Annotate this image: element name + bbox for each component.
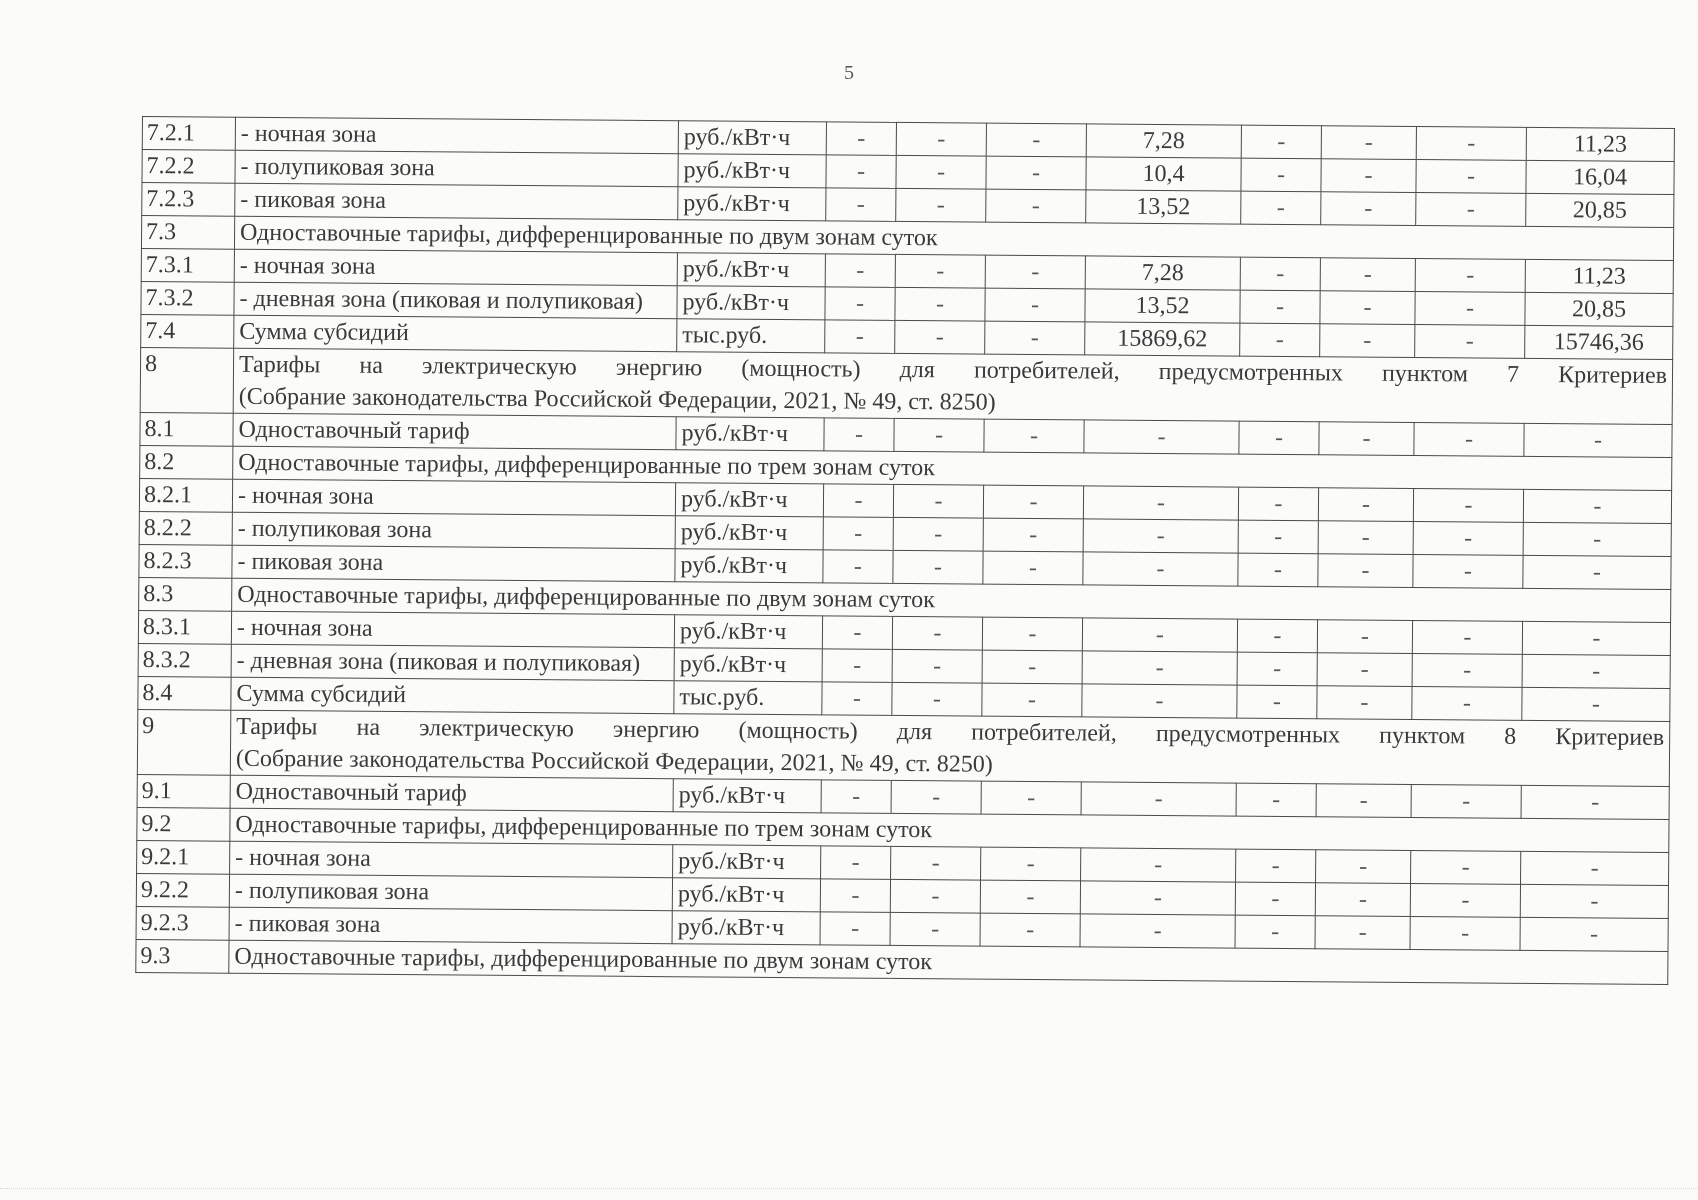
value-cell: - xyxy=(1241,125,1321,159)
value-cell: - xyxy=(890,912,980,946)
value-cell: - xyxy=(985,288,1085,322)
value-cell: - xyxy=(890,879,980,913)
value-cell: - xyxy=(982,683,1082,717)
value-cell: - xyxy=(981,781,1081,815)
value-cell: - xyxy=(983,551,1083,585)
value-cell: - xyxy=(891,780,981,814)
value-cell: - xyxy=(821,846,891,880)
value-cell: - xyxy=(1237,652,1317,686)
table-row xyxy=(140,347,1672,424)
value-cell: - xyxy=(824,418,894,452)
value-cell: - xyxy=(1239,421,1319,455)
value-cell: - xyxy=(1413,554,1523,588)
group-heading-line2: (Собрание законодательства Российской Федерации, 2021, № 49, ст. 8250) xyxy=(238,383,996,416)
row-unit: руб./кВт·ч xyxy=(676,417,824,451)
value-cell: - xyxy=(820,879,890,913)
value-cell: - xyxy=(1236,783,1316,817)
row-number: 8.3.2 xyxy=(138,643,231,677)
value-cell: 7,28 xyxy=(1086,124,1241,158)
row-unit: руб./кВт·ч xyxy=(678,154,826,188)
value-cell: - xyxy=(1083,486,1238,520)
row-unit: руб./кВт·ч xyxy=(678,187,826,221)
row-number: 7.3 xyxy=(141,216,234,250)
row-name: - пиковая зона xyxy=(229,907,672,943)
value-cell: - xyxy=(1240,257,1320,291)
value-cell: 11,23 xyxy=(1525,259,1673,293)
scan-edge xyxy=(0,1188,1698,1190)
row-unit: руб./кВт·ч xyxy=(675,483,823,517)
value-cell: - xyxy=(1241,158,1321,192)
value-cell: - xyxy=(1315,916,1410,950)
value-cell: - xyxy=(1413,488,1523,522)
value-cell: - xyxy=(895,320,985,354)
value-cell: - xyxy=(986,189,1086,223)
value-cell: - xyxy=(825,287,895,321)
table-row xyxy=(137,709,1669,786)
value-cell: - xyxy=(1318,521,1413,555)
value-cell: 16,04 xyxy=(1526,160,1674,194)
row-number: 8.2.3 xyxy=(139,544,232,578)
tariff-table xyxy=(135,116,1675,985)
value-cell: - xyxy=(986,156,1086,190)
row-number: 9 xyxy=(137,709,231,775)
value-cell: - xyxy=(826,122,896,156)
row-number: 8.2.1 xyxy=(139,478,232,512)
row-unit: руб./кВт·ч xyxy=(674,615,822,649)
section-title: Одноставочные тарифы, дифференцированные по трем зонам суток xyxy=(233,446,1672,490)
row-unit: руб./кВт·ч xyxy=(673,845,821,879)
section-title: Одноставочные тарифы, дифференцированные по двум зонам суток xyxy=(234,216,1673,260)
value-cell: - xyxy=(1415,325,1525,359)
row-number: 7.2.2 xyxy=(142,150,235,184)
value-cell: - xyxy=(826,155,896,189)
value-cell: - xyxy=(895,287,985,321)
value-cell: - xyxy=(985,321,1085,355)
group-heading xyxy=(233,348,1672,424)
value-cell: - xyxy=(1320,291,1415,325)
value-cell: - xyxy=(896,155,986,189)
value-cell: - xyxy=(1241,191,1321,225)
value-cell: - xyxy=(1412,620,1522,654)
value-cell: - xyxy=(1235,882,1315,916)
value-cell: 13,52 xyxy=(1085,289,1240,323)
table-body xyxy=(136,117,1675,985)
value-cell: - xyxy=(1416,160,1526,194)
value-cell: - xyxy=(1082,684,1237,718)
value-cell: - xyxy=(892,649,982,683)
value-cell: - xyxy=(983,518,1083,552)
value-cell: - xyxy=(823,550,893,584)
value-cell: - xyxy=(1412,686,1522,720)
row-unit: руб./кВт·ч xyxy=(675,549,823,583)
row-name: Одноставочный тариф xyxy=(230,775,673,811)
value-cell: 15746,36 xyxy=(1525,325,1673,359)
value-cell: - xyxy=(1083,552,1238,586)
value-cell: 11,23 xyxy=(1526,127,1674,161)
value-cell: - xyxy=(1523,489,1671,523)
value-cell: - xyxy=(1081,848,1236,882)
value-cell: - xyxy=(892,682,982,716)
value-cell: - xyxy=(1240,323,1320,357)
row-unit: руб./кВт·ч xyxy=(677,286,825,320)
row-name: Сумма субсидий xyxy=(234,315,677,351)
value-cell: - xyxy=(893,517,983,551)
value-cell: - xyxy=(825,320,895,354)
value-cell: - xyxy=(822,649,892,683)
row-name: - ночная зона xyxy=(230,841,673,877)
value-cell: - xyxy=(1522,654,1670,688)
row-unit: руб./кВт·ч xyxy=(675,516,823,550)
value-cell: - xyxy=(895,254,985,288)
value-cell: - xyxy=(1321,159,1416,193)
value-cell: 20,85 xyxy=(1526,193,1674,227)
row-number: 7.4 xyxy=(141,314,234,348)
group-heading xyxy=(230,710,1669,786)
value-cell: - xyxy=(826,188,896,222)
row-name: - полупиковая зона xyxy=(235,150,678,186)
value-cell: - xyxy=(986,123,1086,157)
value-cell: - xyxy=(980,913,1080,947)
group-heading-line1: Тарифы на электрическую энергию (мощность) для потребителей, предусмотренных пунктом 7 Критериев xyxy=(238,351,1668,389)
value-cell: - xyxy=(822,616,892,650)
value-cell: - xyxy=(822,682,892,716)
row-number: 8.3 xyxy=(139,577,232,611)
value-cell: - xyxy=(1416,193,1526,227)
row-name: Сумма субсидий xyxy=(231,677,674,713)
value-cell: - xyxy=(1084,420,1239,454)
value-cell: - xyxy=(1238,520,1318,554)
row-number: 8.4 xyxy=(138,676,231,710)
value-cell: - xyxy=(1316,850,1411,884)
row-unit: руб./кВт·ч xyxy=(678,121,826,155)
row-name: Одноставочный тариф xyxy=(233,413,676,449)
value-cell: - xyxy=(1080,914,1235,948)
row-number: 9.3 xyxy=(136,939,229,973)
value-cell: 7,28 xyxy=(1085,256,1240,290)
value-cell: 20,85 xyxy=(1525,292,1673,326)
value-cell: - xyxy=(894,418,984,452)
value-cell: 13,52 xyxy=(1086,190,1241,224)
row-unit: руб./кВт·ч xyxy=(672,911,820,945)
row-number: 9.2.1 xyxy=(137,840,230,874)
row-number: 9.2.3 xyxy=(136,906,229,940)
value-cell: - xyxy=(1236,849,1316,883)
page-number: 5 xyxy=(844,62,854,84)
value-cell: - xyxy=(1321,192,1416,226)
value-cell: - xyxy=(1235,915,1315,949)
value-cell: - xyxy=(1318,554,1413,588)
value-cell: - xyxy=(891,846,981,880)
value-cell: - xyxy=(1413,521,1523,555)
row-name: - дневная зона (пиковая и полупиковая) xyxy=(234,282,677,318)
value-cell: - xyxy=(893,484,983,518)
section-title: Одноставочные тарифы, дифференцированные по трем зонам суток xyxy=(230,808,1669,852)
row-number: 9.1 xyxy=(137,774,230,808)
value-cell: - xyxy=(1411,850,1521,884)
value-cell: - xyxy=(1522,621,1670,655)
value-cell: - xyxy=(985,255,1085,289)
row-name: - ночная зона xyxy=(232,479,675,515)
row-name: - дневная зона (пиковая и полупиковая) xyxy=(231,644,674,680)
row-name: - пиковая зона xyxy=(232,545,675,581)
value-cell: - xyxy=(1238,487,1318,521)
row-number: 7.2.1 xyxy=(142,117,235,151)
row-number: 7.3.1 xyxy=(141,248,234,282)
value-cell: - xyxy=(892,616,982,650)
value-cell: - xyxy=(1321,126,1416,160)
row-number: 8.2.2 xyxy=(139,511,232,545)
value-cell: - xyxy=(823,517,893,551)
row-unit: руб./кВт·ч xyxy=(674,648,822,682)
value-cell: - xyxy=(1237,619,1317,653)
value-cell: - xyxy=(1412,653,1522,687)
value-cell: - xyxy=(1520,884,1668,918)
value-cell: 10,4 xyxy=(1086,157,1241,191)
value-cell: - xyxy=(1315,883,1410,917)
row-name: - ночная зона xyxy=(231,611,674,647)
value-cell: - xyxy=(1080,881,1235,915)
value-cell: - xyxy=(982,617,1082,651)
value-cell: - xyxy=(1237,685,1317,719)
row-number: 8 xyxy=(140,347,234,413)
value-cell: - xyxy=(1082,651,1237,685)
row-name: - полупиковая зона xyxy=(229,874,672,910)
value-cell: 15869,62 xyxy=(1085,322,1240,356)
value-cell: - xyxy=(1319,422,1414,456)
row-number: 9.2 xyxy=(137,807,230,841)
value-cell: - xyxy=(1520,917,1668,951)
value-cell: - xyxy=(893,550,983,584)
value-cell: - xyxy=(896,188,986,222)
value-cell: - xyxy=(820,912,890,946)
value-cell: - xyxy=(823,484,893,518)
value-cell: - xyxy=(1238,553,1318,587)
value-cell: - xyxy=(984,419,1084,453)
value-cell: - xyxy=(1317,653,1412,687)
value-cell: - xyxy=(1523,522,1671,556)
value-cell: - xyxy=(896,122,986,156)
value-cell: - xyxy=(1411,784,1521,818)
row-number: 7.3.2 xyxy=(141,281,234,315)
value-cell: - xyxy=(1414,423,1524,457)
row-number: 8.3.1 xyxy=(138,610,231,644)
value-cell: - xyxy=(1316,784,1411,818)
value-cell: - xyxy=(980,880,1080,914)
row-number: 8.2 xyxy=(140,445,233,479)
value-cell: - xyxy=(1082,618,1237,652)
value-cell: - xyxy=(1521,851,1669,885)
value-cell: - xyxy=(821,780,891,814)
group-heading-line2: (Собрание законодательства Российской Федерации, 2021, № 49, ст. 8250) xyxy=(235,745,993,778)
value-cell: - xyxy=(1320,324,1415,358)
row-unit: руб./кВт·ч xyxy=(672,878,820,912)
value-cell: - xyxy=(1410,916,1520,950)
value-cell: - xyxy=(1240,290,1320,324)
value-cell: - xyxy=(1081,782,1236,816)
value-cell: - xyxy=(983,485,1083,519)
row-name: - полупиковая зона xyxy=(232,512,675,548)
value-cell: - xyxy=(981,847,1081,881)
value-cell: - xyxy=(1415,259,1525,293)
value-cell: - xyxy=(1521,785,1669,819)
section-title: Одноставочные тарифы, дифференцированные по двум зонам суток xyxy=(229,940,1668,984)
value-cell: - xyxy=(1318,488,1413,522)
value-cell: - xyxy=(1415,292,1525,326)
row-unit: руб./кВт·ч xyxy=(673,779,821,813)
value-cell: - xyxy=(1317,620,1412,654)
value-cell: - xyxy=(1320,258,1415,292)
value-cell: - xyxy=(1522,687,1670,721)
row-number: 9.2.2 xyxy=(136,873,229,907)
value-cell: - xyxy=(982,650,1082,684)
value-cell: - xyxy=(1523,555,1671,589)
value-cell: - xyxy=(1083,519,1238,553)
value-cell: - xyxy=(1416,127,1526,161)
row-name: - ночная зона xyxy=(234,249,677,285)
row-unit: руб./кВт·ч xyxy=(677,253,825,287)
group-heading-line1: Тарифы на электрическую энергию (мощность) для потребителей, предусмотренных пунктом 8 Критериев xyxy=(236,713,1665,751)
value-cell: - xyxy=(1410,883,1520,917)
value-cell: - xyxy=(1524,423,1672,457)
row-unit: тыс.руб. xyxy=(677,319,825,353)
value-cell: - xyxy=(1317,686,1412,720)
row-name: - ночная зона xyxy=(235,117,678,153)
row-number: 8.1 xyxy=(140,412,233,446)
section-title: Одноставочные тарифы, дифференцированные по двум зонам суток xyxy=(232,578,1671,622)
value-cell: - xyxy=(825,254,895,288)
row-number: 7.2.3 xyxy=(142,183,235,217)
row-name: - пиковая зона xyxy=(235,183,678,219)
row-unit: тыс.руб. xyxy=(674,681,822,715)
